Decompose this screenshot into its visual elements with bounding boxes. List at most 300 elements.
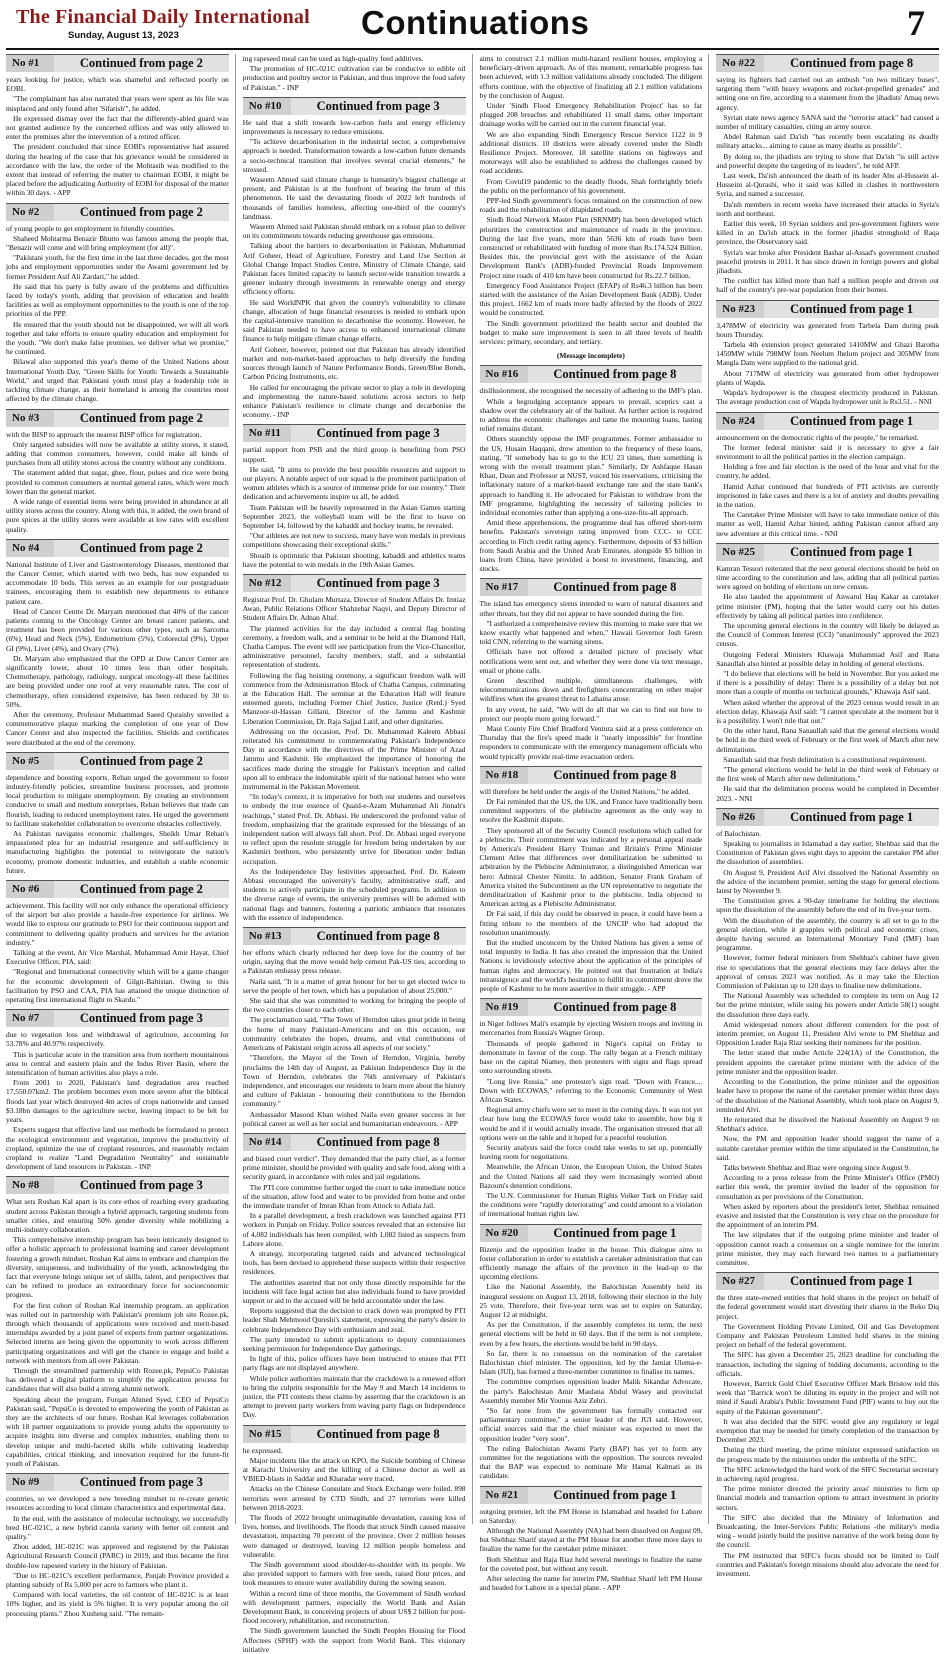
story-paragraph: "I do believe that elections will be held in November. But you asked me if there is a possibility of delay: There is a possibility of a delay but not more than a couple of months on technical grounds," Khawaja Asif said.: [716, 668, 939, 697]
story-paragraph: Shaheed Mohtarma Benazir Bhutto was famous among the people that, "Benazir will come and will bring employment (for all)".: [6, 233, 229, 253]
story-continuation-label: Continued from page 3: [316, 575, 440, 590]
story-paragraph: Addressing on the occasion, Prof. Dr. Muhammad Kaleem Abbasi reiterated his commitment to commemorating Pakistan's Independence Day in accordance with the directives of the Prime Minister of Azad Jammu and Kashmir. He emphasized the importance of honoring the sacrifices made during the struggle for Pakistan's inception and called upon all to embrace the indomitable spirit of the national heroes who were instrumental in the Pakistan Movement.: [242, 726, 466, 792]
column-4: [716, 54, 939, 1579]
story-paragraph: About 717MW of electricity was generated from other hydropower plants of Wapda.: [716, 368, 939, 387]
story-paragraph: Experts suggest that effective land use methods be formulated to protect the ecological environment and vegetation, improve the productivity of cropland, optimize the use of cropland resources, and reasonably reclaim cropland to realize "Land Degradation Neutrality" and sustainable development of land resources in Pakistan. - INP: [6, 1125, 229, 1172]
story-continuation-label: Continued from page 1: [790, 809, 914, 824]
story-paragraph: National Institute of Liver and Gastroenterology Diseases, mentioned that the Cancer Center, which started with two beds, has now expanded to accommodate 10 beds. This serves as an example for our postgraduate trainees, encouraging them to establish new departments to enhance patient care.: [6, 559, 229, 606]
story-paragraph: A wide range of essential items were being provided in abundance at all utility stores across the country. Along with this, it added, the own brand of pure spices at the utility stores were available at low rates with excellent quality.: [6, 496, 229, 534]
story-continuation-label: Continued from page 2: [79, 56, 203, 70]
story-paragraph: The committee comprises opposition leader Malik Sikandar Advocate, the party's Balochistan Amir Maulana Abdul Wasey and provincial Assembly member Mir Younus Aziz Zehri.: [479, 1377, 703, 1405]
story-header: [6, 1473, 229, 1491]
story-paragraph: The island has emergency sirens intended to warn of natural disasters and other threats, but they did not appear to have sounded during the fire.: [479, 599, 703, 618]
column-2: [242, 54, 473, 1654]
story: [480, 365, 703, 573]
story-paragraph: Outgoing Federal Ministers Khawaja Muhammad Asif and Rana Sanaullah also hinted at possible delay in holding of general elections.: [716, 649, 939, 668]
story: [243, 424, 466, 569]
story-paragraph: countries, so we developed a new breeding mindset to re-create genetic resources according to local climate characteristics and experimental data.: [6, 1494, 229, 1513]
story-header: [480, 1486, 703, 1504]
story-paragraph: This comprehensive internship program has been intricately designed to offer a holistic approach to professional learning and career development fostering a growth mindset. Roshan Kal aims to embrace and champion the diversity, uniqueness, and individuality of the youth, acknowledging the fact that everyone brings unique set of skills, talent, and perspectives that can be refined to produce an extraordinary force for socioeconomic progress.: [6, 1235, 229, 1300]
story-paragraph: "The general elections would be held in the third week of February or the first week of March after new delimitations.": [716, 765, 939, 784]
story-header: [480, 578, 703, 596]
story: [480, 351, 703, 360]
story-paragraph: The PM instructed that SIFC's focus should not be limited to Gulf countries and Pakistan's foreign missions should also advocate the need for investment.: [716, 1550, 939, 1579]
story-paragraph: He said that the delimitation process would be completed in December 2023. - NNI: [716, 784, 939, 803]
story: [6, 752, 229, 875]
story: [6, 539, 229, 747]
story-continuation-label: Continued from page 1: [790, 301, 914, 316]
story-number: No #27: [716, 1273, 764, 1290]
story-paragraph: outgoing premier, left the PM House in Islamabad and headed for Lahore on Saturday.: [479, 1506, 703, 1525]
story-paragraph: The U.N. Commissioner for Human Rights Volker Turk on Friday said the conditions were "rapidly deteriorating" and could amount to a violation of international human rights law.: [479, 1190, 703, 1219]
story-body: [716, 75, 939, 295]
story-paragraph: Syria's war broke after President Bashar al-Assad's government crushed peaceful protests in 2011. It has since drawn in foreign powers and global jihadists.: [716, 247, 939, 276]
story-paragraph: "The complainant has also narrated that years were spent as his file was misplaced and only found after 'Sifarish'", he added.: [6, 94, 229, 113]
story-body: [480, 1019, 703, 1218]
story-continuation-label: Continued from page 8: [316, 1134, 440, 1149]
story-body: [243, 445, 466, 569]
story-paragraph: He said WorldNPK that given the country's vulnerability to climate change, allocation of huge financial resources is needed to embark upon the capital-intensive transition to decarbonise the economy. However, he said Pakistan needed to have access to enhanced international climate finance to help mitigate climate change effects.: [242, 297, 466, 344]
story-header: [480, 1224, 703, 1242]
story-paragraph: The Sindh government prioritized the health sector and doubled the budget to make sure improvement is seen in all three levels of health services: primary, secondary, and tertiary.: [479, 318, 703, 347]
story-paragraph: Following the flag hoisting ceremony, a significant freedom walk will commence from the Administration Block of Chatha Campus, culminating at the Education Hall. The seminar at the Education Hall will feature esteemed guests, including Former Chief Justice, Justice (Retd.) Syed Manzoor-ul-Hassan Gillani, Director of the Jammu and Kashmir Liberation Commission, Dr. Raja Sajjad Latif, and other dignitaries.: [242, 670, 466, 726]
story-body: [6, 1494, 229, 1618]
story: [716, 54, 939, 295]
story-header: [6, 54, 229, 72]
story-number: No #8: [6, 1177, 54, 1194]
story-paragraph: disillusionment, she recognised the necessity of adhering to the IMF's plan.: [479, 386, 703, 396]
story-continuation-label: Continued from page 8: [553, 367, 677, 382]
story-number: No #26: [716, 809, 764, 826]
story-paragraph: Kamran Tessori reiterated that the next general elections should be held on time according to the constitution and law, adding that all political parties were agreed on holding of elections on new census.: [716, 563, 939, 592]
story: [716, 808, 939, 1267]
story-number: No #3: [6, 410, 54, 427]
story-header: [716, 300, 939, 318]
story-paragraph: He expressed dismay over the fact that the differently-abled guard was not granted audience by the concerned offices and was only allowed to enter the premises after the intervention of a retired officer.: [6, 113, 229, 142]
story-continuation-label: Continued from page 3: [316, 426, 440, 441]
story-paragraph: Bilawal also supported this year's theme of the United Nations about International Youth Day, "Green Skills for Youth: Towards a Sustainable World," and urged that Pakistani youth must play a leadership role in tackling climate change, as their homeland is among the countries most affected by the climate change.: [6, 357, 229, 404]
story: [6, 880, 229, 1004]
story-paragraph: The president concluded that since EOBI's representative had assured during the hearing of the case that his grievance would be considered in accordance with the law, the order of the Mohtasib was modified to the extent that instead of referring the matter to chairman EOBI, it might be placed before the adjudicating Authority of EOBI for disposal of the matter within 30 days. - APP: [6, 142, 229, 198]
story: [480, 54, 703, 346]
story: [480, 1486, 703, 1593]
story-header: [480, 365, 703, 383]
story-number: No #13: [243, 928, 291, 945]
story-paragraph: years looking for justice, which was shameful and reflected poorly on EOBI.: [6, 75, 229, 94]
story-paragraph: She said that she was committed to working for bringing the people of the two countries closer to each other.: [242, 996, 466, 1015]
story-continuation-label: Continued from page 2: [79, 753, 203, 768]
story-header: [243, 97, 466, 115]
story-body: [480, 1245, 703, 1481]
story-number: No #23: [716, 301, 764, 318]
story-paragraph: The Caretaker Prime Minister will have to take immediate notice of this matter as well, Hamid Azhar hinted, adding Pakistan cannot afford any new adventure at this critical time. - NNI: [716, 510, 939, 538]
story-header: [6, 1176, 229, 1194]
story-paragraph: When asked whether the approval of the 2023 census would result in an election delay, Khawaja Asif said: "I cannot speculate at the moment but it is a possibility. I won't rule that out.": [716, 697, 939, 725]
story-paragraph: The floods of 2022 brought unimaginable devastation, causing loss of lives, homes, and livelihoods. The floods that struck Sindh caused massive devastation, impacting 70 percent of the province. Over 2 million houses were damaged or destroyed, leaving 12 million people homeless and vulnerable.: [242, 1513, 466, 1559]
story-paragraph: When asked by reporters about the president's letter, Shehbaz remained evasive and insisted that the Constitution is very clear on the procedure for the appointment of an interim PM.: [716, 1201, 939, 1230]
story-paragraph: Ambassador Masood Khan wished Naila even greater success in her political career as well as her social and humanitarian endeavours. - APP: [242, 1109, 466, 1128]
story-paragraph: will therefore be held under the aegis of the United Nations," he added.: [479, 786, 691, 796]
story-number: No #11: [243, 425, 291, 442]
story-body: [480, 787, 703, 993]
story-header: [6, 539, 229, 557]
story-paragraph: Maui County Fire Chief Bradford Ventura said at a press conference on Thursday that the fire's speed made it "nearly impossible" for frontline responders to communicate with the emergency management officials who would typically provide real-time evacuation orders.: [479, 724, 703, 761]
story-paragraph: But the studied unconcern by the United Nations has given a sense of total impunity to India. It has also created the impression that the United Nations is invidiously selective about the application of the principles of human rights and democracy. He pointed out that frustration at India's intransigence and the world's hesitation to fulfill its commitment drove the people of Kashmir to be more assertive in their struggle. - APP: [479, 938, 703, 994]
story-continuation-label: Continued from page 2: [79, 204, 203, 219]
story-header: [716, 412, 939, 430]
story-continuation-label: Continued from page 3: [79, 1475, 203, 1490]
story-number: No #2: [6, 204, 54, 221]
story-paragraph: However, former federal ministers from Shehbaz's cabinet have given rise to speculations that the general elections may face delays after the approval of census 2023 was notified. As it may take the Election Commission of Pakistan up to 120 days to finalise new delimitations.: [716, 953, 939, 991]
story-paragraph: Holding a free and fair election is the need of the hour and vital for the country, he added.: [716, 462, 939, 481]
story-paragraph: aims to construct 2.1 million multi-hazard resilient houses, employing a beneficiary-driven approach. As of this moment, remarkable progress has been achieved, with 1.3 million validations already concluded. The diligent efforts continue, with the objective of finalizing all 2.1 million validations by the conclusion of August.: [479, 54, 703, 100]
story-paragraph: A strategy, incorporating targeted raids and advanced technological tools, has been devised to apprehend these suspects within their respective residences.: [242, 1248, 466, 1277]
story-number: No #18: [480, 767, 528, 784]
story: [6, 54, 229, 198]
story-paragraph: Waseem Ahmed said Pakistan should embark on a robust plan to deliver on its commitments towards reducing greenhouse gas emissions.: [242, 222, 466, 241]
story-paragraph: dependence and boosting exports. Rehan urged the government to foster industry-friendly policies, streamline business processes, and promote local production to mitigate unemployment. By creating an environment conducive to small and medium enterprises, Rehan believes that trade can flourish, leading to reduced unemployment rates. He urged the government to facilitate stakeholder collaboration to overcome obstacles collectively.: [6, 772, 229, 828]
story-paragraph: partial support from PSB and the third group is benefiting from PSO support.: [242, 445, 466, 464]
story-body: [716, 433, 939, 538]
story: [6, 409, 229, 534]
story-header: [243, 574, 466, 592]
story-note: (Message incomplete): [556, 351, 625, 361]
story: [6, 1473, 229, 1618]
story-paragraph: The letter stated that under Article 224(1A) of the Constitution, the president appoints the caretaker prime minister with the advice of the prime minister and the opposition leader.: [716, 1048, 939, 1076]
story-paragraph: The Constitution gives a 90-day timeframe for holding the elections upon the dissolution of the assembly before the end of its five-year term.: [716, 896, 939, 915]
story-paragraph: While a begrudging acceptance appears to prevail, sceptics cast a shadow over the celebratory air of the bailout. As further action is required to address the economic challenges and tame the mounting loans, lasting relief remains distant.: [479, 396, 703, 434]
page-number: 7: [907, 3, 925, 43]
story-paragraph: The planned activities for the day included a central flag hoisting ceremony, a freedom walk, and a seminar to be held at the Diamond Hall, Chatha Campus. The event will see participation from the Vice-Chancellor, administrative personnel, faculty members, staff, and a substantial representation of students.: [242, 623, 466, 670]
story: [480, 998, 703, 1218]
story-paragraph: After the ceremony, Professor Muhammad Saeed Quraishy unveiled a commemorative plaque marking the completion of one year of Dow Cancer Center and also inspected the facilities. Shields and certificates were distributed at the end of the ceremony.: [6, 709, 229, 747]
story-paragraph: So far, there is no consensus on the nomination of the caretaker Balochistan chief minister. The opposition, led by the Jamiat Ulema-e-Islam (JUI), has formed a three-member committee to finalise its names.: [479, 1348, 703, 1377]
story-paragraph: "So far none from the government has formally contacted our parliamentary committee," a senior leader of the JUI said. However, official sources said that the chief minister was expected to meet the opposition leader "very soon".: [479, 1406, 703, 1443]
story-header: [480, 766, 703, 784]
story-paragraph: Speaking to journalists in Islamabad a day earlier, Shehbaz said that the Constitution of Pakistan gives eight days to appoint the caretaker PM after the dissolution of assemblies.: [716, 839, 939, 867]
story-paragraph: Naila said, "It is a matter of great honour for her to get elected twice to serve the people of her town, which has a population of about 25,000.": [242, 976, 466, 995]
story-paragraph: Talking at the event, Air Vice Marshal, Muhammad Amir Hayat, Chief Executive Officer, PIA, said:: [6, 948, 229, 967]
story-paragraph: Green described multiple, simultaneous challenges, with telecommunications down and firefighters concentrating on other major wildfires when the greatest threat to Lahaina arose.: [479, 675, 703, 704]
story: [6, 1176, 229, 1468]
story-paragraph: Last week, Da'ish announced the death of its leader Abu al-Hussein al-Husseini al-Qurashi, who it said was killed in clashes in northwestern Syria, and named a successor.: [716, 171, 939, 199]
story-header: [716, 543, 939, 561]
story-paragraph: with the BISP to approach the nearest BISP office for registration.: [6, 429, 202, 439]
story-paragraph: As the Independence Day festivities approached, Prof. Dr. Kaleem Abbasi encouraged the university's faculty, administrative staff, and students to actively participate in the scheduled programs. In addition to the diverse range of events, the university premises will be adorned with national flags and banners, fostering a patriotic ambiance that resonates with the essence of independence.: [242, 866, 466, 922]
story-paragraph: The law stipulates that if the outgoing prime minister and leader of opposition cannot reach a consensus on a single nominee for the interim prime minister, they may each forward two names to a parliamentary committee.: [716, 1230, 939, 1267]
column-1: [6, 54, 236, 1618]
story-body: [6, 773, 229, 875]
story-header: [6, 409, 229, 427]
story-paragraph: They sponsored all of the Security Council resolutions which called for a plebiscite. Their commitment was indicated by a personal appeal made by America's President Harry Truman and Britain's Prime Minister Clement Atlee that differences over demilitarization be submitted to arbitration by the Plebiscite Administrator, a distinguished American war hero: Admiral Chester Nimitz. In addition, Senator Frank Graham of America visited the Subcontinent as the UN representative to negotiate the demilitarization of Kashmir prior to the plebiscite. India objected to American acting as a Plebiscite Administrator.: [479, 825, 703, 909]
story-continuation-label: Continued from page 3: [79, 1011, 203, 1026]
story-paragraph: He ensured that the youth should not be disappointed, we will all work together and take efforts to ensure quality education and employment for the youth. "We don't make false promises, we deliver what we promise," he continued.: [6, 319, 229, 357]
story-paragraph: Like the National Assembly, the Balochistan Assembly held its inaugural sessions on August 13, 2018, following their election in the July 25 vote. Therefore, their five-year term was set to expire on Saturday, August 12 at midnight.: [479, 1282, 703, 1319]
story-continuation-label: Continued from page 8: [553, 1000, 677, 1015]
story-paragraph: With the dissolution of the assembly, the country is all set to go to the general election, while it grapples with political and economic crises, despite having secured an International Monetary Fund (IMF) loan programme.: [716, 915, 939, 953]
story-paragraph: Registrar Prof. Dr. Ghulam Murtaza, Director of Student Affairs Dr. Imtiaz Awan, Public Relations Officer Shahzebar Naqvi, and Deputy Director of Student Affairs Dr. Adnan Altaf.: [242, 594, 466, 623]
story-number: No #17: [480, 579, 528, 596]
story-paragraph: Now, the PM and opposition leader should suggest the name of a suitable caretaker premier within the time stipulated in the Constitution, he said.: [716, 1134, 939, 1162]
story-paragraph: "To achieve decarbonisation in the industrial sector, a comprehensive approach is needed. Transformation towards a low-carbon future demands a socio-technical transition that involves several crucial elements," he stressed.: [242, 137, 466, 174]
story-paragraph: announcement on the democratic rights of the people," he remarked.: [716, 432, 919, 442]
story-body: [480, 54, 703, 346]
story-paragraph: Others staunchly oppose the IMF programmes. Former ambassador to the US, Husain Haqqani, drew attention to the frequency of these loans, stating, "If somebody has to go to the ICU 23 times, then something is wrong with the overall treatment plan." Similarly, Dr Ashfaque Hasan Khan, Dean and Professor at NUST, voiced his reservations, criticising the inflationary nature of a market-based exchange rate and the state bank's approach to handling it. He advocated for Pakistan to withdraw from the IMF programme, highlighting the necessity of tailoring policies to individual economies rather than applying a one-size-fits-all approach.: [479, 434, 703, 517]
story-number: No #4: [6, 540, 54, 557]
story-paragraph: Earlier this week, 10 Syrian soldiers and pro-government fighters were killed in an Da'ish attack in the former jihadist stronghold of Raqa province, the Observatory said.: [716, 219, 939, 247]
story-paragraph: From Covid19 pandemic to the deadly floods, Shah forthrightly briefs the public on the performance of his government.: [479, 176, 703, 195]
story-paragraph: In the end, with the assistance of molecular technology, we successfully bred HC-021C, a new hybrid canola variety with better oil content and quality.": [6, 1513, 229, 1542]
story-paragraph: He said that a shift towards low-carbon fuels and energy efficiency improvements is necessary to reduce emissions.: [242, 117, 466, 137]
story-paragraph: Reports suggested that the decision to crack down was prompted by PTI leader Shah Mehmood Qureshi's statement, expressing the party's desire to celebrate Independence Day with enthusiasm and zeal.: [242, 1306, 466, 1334]
story-paragraph: He said, "It aims to provide the best possible resources and support to our players. A notable aspect of our squad is the prominent participation of women athletes which is a source of immense pride for our country." Their dedication and achievements inspire us all, he added.: [242, 464, 466, 502]
story-paragraph: "Our athletes are not new to success, many have won medals in previous competitions showcasing their exceptional skills.": [242, 531, 466, 550]
story: [480, 578, 703, 760]
story-paragraph: "Therefore, the Mayor of the Town of Herndon, Virginia, hereby proclaims the 14th day of August, as Pakistan Independence Day in the Town of Herndon, celebrates the 76th anniversary of Pakistan's independence, and encourages our residents to learn more about the history and culture of Pakistan - honouring their contributions to the Herndon community.": [242, 1053, 466, 1109]
story-paragraph: ing rapeseed meal can be used as high-quality feed additives.: [242, 54, 424, 63]
story: [480, 766, 703, 993]
story-paragraph: Regional army chiefs were set to meet in the coming days. It was not yet clear how long the ECOWAS force would take to assemble, how big it would be and if it would actually invade. The organisation stressed that all options were on the table and it hoped for a peaceful resolution.: [479, 1105, 703, 1142]
story-paragraph: saying its fighters had carried out an ambush "on two military buses", targeting them "with heavy weapons and rocket-propelled grenades" and setting one on fire, according to a statement from the jihadists' Amaq news agency.: [716, 75, 939, 112]
story: [480, 1224, 703, 1481]
story-paragraph: He reiterated that he dissolved the National Assembly on August 9 on Shehbaz's advice.: [716, 1114, 939, 1134]
story: [243, 54, 466, 92]
story-paragraph: Head of Cancer Centre Dr. Maryam mentioned that 40% of the cancer patients coming to the Oncology Center are breast cancer patients, and treatment has been provided for various other types, such as Sarcoma (6%), Head and Neck (5%), Endometrium (5%), Colorectal (9%), Upper GI (9%), Liver (4%), and Ovary (7%).: [6, 606, 229, 653]
story-number: No #21: [480, 1487, 528, 1504]
story-number: No #6: [6, 881, 54, 898]
story-paragraph: achievement. This facility will not only enhance the operational efficiency of the airport but also provide a hassle-free experience for airlines. We would like to express our gratitude to PSO for their continuous support and commitment to delivering quality products and services for the aviation industry.": [6, 901, 229, 947]
story-body: [480, 386, 703, 573]
story-paragraph: The proclamation said, "The Town of Herndon takes great pride in being the home of many Pakistani-Americans and on this occasion, our community celebrates the hopes, dreams, and vital contributions of Americans of Pakistani origin across all aspects of our society.": [242, 1015, 466, 1053]
story-header: [6, 203, 229, 221]
story-paragraph: During the third meeting, the prime minister expressed satisfaction on the progress made by the ministries under the umbrella of the SIFC.: [716, 1445, 939, 1464]
story-paragraph: The Sindh government stood shoulder-to-shoulder with its people. We also provided support to farmers with free seeds, raised flour prices, and took measures to ensure water availability during the sowing season.: [242, 1560, 466, 1588]
story-body: [480, 1507, 703, 1593]
story-paragraph: the three state-owned entities that hold shares in the project on behalf of the federal government would start divesting their shares in the Reko Diq project.: [716, 1293, 939, 1321]
story-continuation-label: Continued from page 8: [553, 767, 677, 782]
story-paragraph: Waseem Ahmed said climate change is humanity's biggest challenge at present, and Pakistan is at the forefront of bearing the brunt of this phenomenon. He said the devastating floods of 2022 left hundreds of thousands of families homeless, affecting one-third of the country's landmass.: [242, 175, 466, 221]
story-paragraph: It was also decided that the SIFC would give any regulatory or legal exemption that may be needed for timely completion of the transaction by December 2023.: [716, 1416, 939, 1445]
story-paragraph: By doing so, the jihadists are trying to show that Da'ish "is still active and powerful despite the targeting of its leaders", he told AFP.: [716, 151, 939, 170]
paper-name: The Financial Daily International: [16, 6, 310, 28]
story-paragraph: Major incidents like the attack on KPO, the Suicide bombing of Chinese at Karachi University and the killing of a Chinese doctor as well as VBIED-blasts in Saddar and Kharadar were traced.: [242, 1455, 466, 1484]
story-paragraph: Talking about the barriers to decarbonisation in Pakistan, Muhammad Arif Goheer, Head of Agriculture, Forestry and Land Use Section at Global Change Impact Studies Centre, Ministry of Climate Change, said Pakistan faces limited capacity to launch sector-wide transition towards a greener industry through investments in renewable energy and energy efficiency efforts.: [242, 241, 466, 297]
story-continuation-label: Continued from page 1: [553, 1487, 677, 1502]
story-paragraph: Arif Goheer, however, pointed out that Pakistan has already identified market and non-market-based approaches to help diversify the funding sources through launch of Nature Performance Bonds, Green/Blue Bonds, Carbon Pricing Instruments, etc.: [242, 344, 466, 382]
story-paragraph: The Sindh government launched the Sindh Peoples Housing for Flood Affectees (SPHF) with the support from World Bank. This visionary initiative: [242, 1626, 466, 1654]
story-paragraph: In a parallel development, a fresh crackdown was launched against PTI workers in Punjab on Friday. Police sources revealed that an extensive list of 4,082 individuals has been compiled, with 1,082 listed as suspects from Lahore alone.: [242, 1211, 466, 1248]
story: [6, 1009, 229, 1171]
story-paragraph: Dr Fai said, if this day could be observed in peace, it could have been a fitting tribute to the members of the UNCIP who had adopted the resolution unanimously.: [479, 909, 703, 937]
story-paragraph: Security analysts said the force could take weeks to set up, potentially leaving room for negotiations.: [479, 1142, 703, 1162]
story-paragraph: The Government Holding Private Limited, Oil and Gas Development Company and Pakistan Petroleum Limited hold shares in the mining project on behalf of the federal government.: [716, 1321, 939, 1350]
story-body: [243, 948, 466, 1128]
story-number: No #19: [480, 999, 528, 1016]
story-continuation-label: Continued from page 3: [316, 98, 440, 113]
story-body: [243, 1154, 466, 1420]
story-paragraph: The former federal minister said it is necessary to give a fair environment to all the political parties in the election campaign.: [716, 442, 939, 461]
story-paragraph: Under 'Sindh Flood Emergency Rehabilitation Project' has so far plugged 208 breaches and rehabilitated 11 small dams, other important drainage works will be carried out in the current financial year.: [479, 101, 703, 129]
story-paragraph: Attacks on the Chinese Consulate and Stock Exchange were foiled. 898 terrorists were arrested by CTD Sindh, and 27 terrorists were killed between 2018-2023.: [242, 1484, 466, 1512]
story-body: [480, 599, 703, 760]
story-paragraph: Zhou added, HC-021C was approved and registered by the Pakistan Agricultural Research Council (PARC) in 2019, and thus became the first double-low rapeseed variety in the history of Pakistan.: [6, 1542, 229, 1570]
story-paragraph: On August 9, President Arif Alvi dissolved the National Assembly on the advice of the incumbent premier, setting the stage for general elections latest by November 9.: [716, 867, 939, 896]
story-paragraph: "In today's context, it is imperative for both our students and ourselves to embody the true essence of Quaid-e-Azam Muhammad Ali Jinnah's teachings," stated Prof. Dr. Abbasi. He underscored the profound value of freedom, emphasizing that the gratitude expressed for the blessings of an independent nation will always fall short. Prof. Dr. Abbasi urged everyone to reflect upon the resolute struggle for freedom being undertaken by our Kashmiri brethren, who persistently strive for liberation under Indian occupation.: [242, 792, 466, 866]
story-paragraph: Talks between Shehbaz and Riaz were ongoing since August 9.: [723, 1162, 910, 1172]
story-paragraph: Team Pakistan will be heavily represented in the Asian Games starting September 2023, the volleyball team will be the first to leave on September 14, followed by the kabaddi and hockey teams, he revealed.: [242, 502, 466, 530]
story-paragraph: Thousands of people gathered in Niger's capital on Friday to demonstrate in favour of the coup. The rally began at a French military base on the capital Niamey, then protesters with signs and flags spread onto surrounding streets.: [479, 1038, 703, 1076]
story-header: [6, 880, 229, 898]
masthead-left: [16, 6, 310, 41]
story-header: [243, 1425, 466, 1443]
story-continuation-label: Continued from page 2: [79, 540, 203, 555]
story-paragraph: Within a record time of three months, the Government of Sindh worked with development partners, especially the World Bank and Asian Development Bank, in conceiving projects of about US$ 2 billion for post-flood recovery, rehabilitation, and reconstruction.: [242, 1588, 466, 1626]
section-title: Continuations: [361, 4, 590, 41]
story-paragraph: PPP-led Sindh government's focus remained on the construction of new roads and the rehabilitation of dilapidated roads.: [479, 196, 703, 215]
story-number: No #9: [6, 1474, 54, 1491]
story-body: [716, 1293, 939, 1578]
story-paragraph: "Due to HC-021C's excellent performance, Punjab Province provided a planting subsidy of Rs 5,000 per acre to farmers who plant it.: [6, 1570, 229, 1590]
story-paragraph: of Balochistan.: [716, 828, 761, 838]
story-paragraph: We are also expanding Sindh Emergency Rescue Service 1122 in 9 additional districts. 10 districts were already covered under the Sindh Resilience Project. Moreover, 18 satellite stations on highways and motorways will also be established to address the challenges caused by road accidents.: [479, 129, 703, 176]
story: [716, 412, 939, 538]
story-paragraph: and biased court verdict". They demanded that the party chief, as a former prime minister, should be provided with quality and safe food, along with a security guard, in accordance with rules and jail regulations.: [242, 1153, 466, 1182]
story: [716, 1272, 939, 1578]
story-body: [6, 1197, 229, 1468]
story-number: No #10: [243, 98, 291, 115]
story-paragraph: The SIFC has given a December 25, 2023 deadline for concluding the transaction, including the signing of bidding documents, according to the officials.: [716, 1350, 939, 1378]
story-paragraph: The promotion of HC-021C cultivation can be conducive to edible oil production and poultry sector in Pakistan, and thus improve the food safety of Pakistan." - INP: [242, 64, 466, 92]
story: [716, 300, 939, 407]
story-paragraph: "Pakistani youth, for the first time in the last three decades, got the most jobs and employment opportunities under the Awami government led by former President Asif Ali Zardari," he added.: [6, 253, 229, 281]
story-header: [6, 752, 229, 770]
story-body: [6, 901, 229, 1004]
story-body: [716, 564, 939, 803]
story-paragraph: of young people to get employment in friendly countries.: [6, 223, 175, 233]
story-number: No #12: [243, 575, 291, 592]
story-paragraph: The SIFC acknowledged the hard work of the SIFC Secretariat secretary in achieving rapid progress.: [716, 1464, 939, 1484]
story-body: [243, 1446, 466, 1654]
story-paragraph: 3,478MW of electricity was generated from Tarbela Dam during peak hours Thursday.: [716, 320, 939, 339]
story-number: No #15: [243, 1426, 291, 1443]
story-body: [6, 1030, 229, 1171]
story-continuation-label: Continued from page 1: [790, 1274, 914, 1289]
story-continuation-label: Continued from page 1: [790, 544, 914, 559]
story-continuation-label: Continued from page 8: [316, 929, 440, 944]
story: [243, 574, 466, 922]
story-paragraph: As Pakistan navigates economic challenges, Sheikh Umar Rehan's impassioned plea for an industrial resurgence and self-sufficiency in manufacturing highlights the potential to reinvigorate the nation's economy, promote domestic industries, and establish a stable economic future.: [6, 829, 229, 875]
story-number: No #5: [6, 753, 54, 770]
story-body: [243, 54, 466, 92]
story-header: [716, 54, 939, 72]
columns-container: [6, 50, 939, 1654]
story-header: [480, 998, 703, 1016]
story-paragraph: The ruling Balochistan Awami Party (BAP) has yet to form any committee for the negotiations with the opposition. The sources revealed that the BAP was expected to nominate Mir Hamal Kalmati as its candidate.: [479, 1443, 703, 1481]
story-header: [6, 1009, 229, 1027]
story-paragraph: However, Barrick Gold Chief Executive Officer Mark Bristow told this week that "Barrick won't be diluting its equity in the project and will not mind if Saudi Arabia's Public Investment Fund (PIF) wants to buy out the equity of the Pakistan government".: [716, 1378, 939, 1416]
story-paragraph: Dr. Maryam also emphasized that the OPD at Dow Cancer Center are significantly lower, about 10 times less than other hospitals. Chemotherapy, pathology, radiology, surgical oncology-all these facilities are being provided under one roof at very reasonable rates. The cost of chemotherapy, often considered expensive, has been reduced by 30 to 50%.: [6, 653, 229, 709]
story-continuation-label: Continued from page 2: [79, 882, 203, 897]
story-continuation-label: Continued from page 2: [79, 410, 203, 425]
story-number: No #25: [716, 544, 764, 561]
story-paragraph: He also lauded the appointment of Anwarul Haq Kakar as caretaker prime minister (PM), hoping that the latter would carry out his duties effectively by taking all political parties into confidence.: [716, 592, 939, 620]
story-body: [716, 321, 939, 407]
story-paragraph: Amid widespread rumors about different contenders for the post of interim premier, on August 11, President Alvi wrote to PM Shehbaz and Opposition Leader Raja Riaz seeking their nominees for the position.: [716, 1019, 939, 1048]
story-number: No #22: [716, 55, 764, 72]
story-paragraph: What sets Roshan Kal apart is its core ethos of reaching every graduating student across Pakistan through a hybrid approach, targeting students from smaller cities, and ensuring 50% gender diversity while mobilizing a multi-industry collaboration.: [6, 1197, 229, 1234]
story-paragraph: For the first cohort of Roshan Kal internship program, an application was rolled out in partnership with Pakistan's premium job site Rozee.pk, through which thousands of applications were received and merit-based internships awarded by a joint panel of experts from partner organizations. Selected interns are being given the opportunity to work across different participating organizations and will get the chance to engage and build a network with mentors from all over Pakistan.: [6, 1300, 229, 1365]
story-paragraph: "Regional and International connectivity which will be a game changer for the economic development of Gilgit-Baltistan. Owing to this facilitation by PSO and CAA, PIA has attained the unique distinction of operating first international flight to Skardu.": [6, 967, 229, 1005]
story-body: [243, 118, 466, 420]
story-paragraph: The prime minister directed the priority areas' ministries to firm up financial models and transaction options to attract investment in priority sectors.: [716, 1484, 939, 1512]
story: [243, 927, 466, 1128]
story-paragraph: Sindh Road Network Master Plan (SRNMP) has been developed which prioritizes the construction and maintenance of roads in the province. During the last five years, more than 5636 km of roads have been constructed or rehabilitated with funding of more than Rs.174.524 Billion. Besides this, the provincial govt with the assistance of the Asian Development Bank's (ADB)-funded Provincial Roads Improvement Project nine roads of 410 km have been constructed for Rs.22.7 billion.: [479, 215, 703, 280]
story-paragraph: Although the National Assembly (NA) had been dissolved on August 09, but Shehbaz Sharif stayed at the PM House for another three more days to finalize the name for the caretaker prime minister.: [479, 1526, 703, 1554]
story-paragraph: in Niger follows Mali's example by ejecting Western troops and inviting in mercenaries from Russia's Wagner Group.: [479, 1019, 703, 1038]
story-paragraph: The upcoming general elections in the country will likely be delayed as the Council of Common Interest (CCI) "unanimously" approved the 2023 census.: [716, 620, 939, 649]
story: [716, 543, 939, 803]
story-paragraph: Officials have not offered a detailed picture of precisely what notifications were sent out, and whether they were done via text message, email or phone calls.: [479, 647, 703, 675]
story-paragraph: The authorities asserted that not only those directly responsible for the incidents will face legal action but also individuals found to have provided support or aid to the accused will be held accountable under the law.: [242, 1277, 466, 1305]
story-paragraph: The party intended to submit applications to deputy commissioners seeking permission for Independence Day gatherings.: [242, 1334, 466, 1353]
story-paragraph: Bizenjo and the opposition leader in the house. This dialogue aims to foster collaboration in order to establish a caretaker administration that can efficiently manage the affairs of the province in the lead-up to the upcoming elections.: [479, 1244, 703, 1282]
story-continuation-label: Continued from page 3: [79, 1178, 203, 1193]
story-paragraph: Both Shehbaz and Raja Riaz held several meetings to finalize the name for the coveted post, but without any result.: [479, 1554, 703, 1573]
story-body: [716, 829, 939, 1267]
story-body: [243, 595, 466, 922]
story-paragraph: The statement added that sugar, ghee, flour, pulses and rice were being provided to common consumers at normal general rates, which were much lower than the general market.: [6, 468, 229, 496]
story-paragraph: Speaking about the program, Furqan Ahmed Syed, CEO of PepsiCo Pakistan said, "PepsiCo is devoted to empowering the youth of Pakistan as they are the architects of our future. Roshan Kal leverages collaboration with 18 partner organizations to provide young adults the opportunity to acquire insights into diverse and complex industries, enabling them to develop unique and multi-faceted skills while cultivating leadership capabilities, critical thinking, and innovation required for the future-fit youth of Pakistan.: [6, 1394, 229, 1468]
story-paragraph: The National Assembly was scheduled to complete its term on Aug 12 but the prime minister, while using his powers under Article 58(1) sought the dissolution three days early.: [716, 991, 939, 1019]
story-paragraph: Hamid Azhar continued that hundreds of PTI activists are currently imprisoned in fake cases and there is a lot of anxiety and doubts prevailing in the nation.: [716, 481, 939, 509]
story-paragraph: Dr Fai reminded that the US, the UK, and France have traditionally been committed supporters of the plebiscite agreement as the only way to resolve the Kashmir dispute.: [479, 797, 703, 825]
story-paragraph: As per the Constitution, if the assembly completes its term, the next general elections will be held in 60 days. But if the term is not complete, even by a few hours, the elections would be held in 90 days.: [479, 1320, 703, 1348]
story: [243, 1425, 466, 1654]
story-paragraph: Only targeted subsidies will now be available at utility stores, it stated, adding that common consumers, however, could make all kinds of purchases from all utility stores across the country without any conditions.: [6, 439, 229, 468]
story-paragraph: Sanaullah said that fresh delimitation is a constitutional requirement.: [723, 754, 927, 764]
story-number: No #14: [243, 1134, 291, 1151]
story: [243, 1133, 466, 1420]
story-continuation-label: Continued from page 1: [553, 1225, 677, 1240]
story-paragraph: The conflict has killed more than half a million people and driven out half of the country's pre-war population from their homes.: [716, 276, 939, 295]
story-number: No #1: [6, 55, 54, 72]
story-paragraph: While police authorities maintain that the crackdown is a renewed effort to bring the culprits responsible for the May 9 and March 14 incidents to justice, the PTI contests these claims by asserting that the crackdown is an attempt to prevent party workers from waving party flags on Independence Day.: [242, 1373, 466, 1420]
masthead: [6, 0, 939, 50]
story-paragraph: Da'ish members in recent weeks have increased their attacks in Syria's north and northeast.: [716, 199, 939, 218]
story-paragraph: This is particular acute in the transition area from northern mountainous area to central and eastern plain and the Indus River Basin, where the intensification of human activities also plays a role.: [6, 1049, 229, 1078]
story-paragraph: After selecting the name for interim PM, Shehbaz Sharif left PM House and headed for Lahore in a special plane. - APP: [479, 1574, 703, 1593]
story-body: [6, 430, 229, 534]
story-paragraph: The PTI core committee further urged the court to take immediate notice of the situation, allow food and water to be provided from home and order the immediate transfer of Imran Khan from Attock to Adiala Jail.: [242, 1182, 466, 1210]
story-paragraph: he expressed.: [242, 1445, 283, 1455]
story: [243, 97, 466, 420]
issue-date: Sunday, August 13, 2023: [68, 30, 179, 41]
story-paragraph: He called for encouraging the private sector to play a role in developing and implementing the nature-based solutions across sectors to help enhance Pakistan's resilience to climate change and decarbonise the economy. - INP: [242, 382, 466, 420]
story-paragraph: In any event, he said, "We will do all that we can to find out how to protect our people more going forward.": [479, 704, 703, 723]
story-number: No #24: [716, 413, 764, 430]
story-header: [716, 1272, 939, 1290]
story-number: No #16: [480, 366, 528, 383]
story-header: [716, 808, 939, 826]
story-number: No #20: [480, 1225, 528, 1242]
story-paragraph: In light of this, police officers have been instructed to ensure that PTI party flags are not displayed anywhere.: [242, 1354, 466, 1373]
story-body: [6, 75, 229, 198]
story-paragraph: Emergency Food Assistance Project (EFAP) of Rs46.3 billion has been started with the assistance of the Asian Development Bank (ADB). Under this project, 1662 km of roads more badly affected by the floods of 2022 would be constructed.: [479, 280, 703, 318]
story-number: No #7: [6, 1010, 54, 1027]
story-header: [243, 424, 466, 442]
story-paragraph: Wapda's hydropower is the cheapest electricity produced in Pakistan. The average production cost of Wapda hydropower unit is Rs3.51. - NNI: [716, 388, 939, 407]
story-paragraph: According to a press release from the Prime Minister's Office (PMO) earlier this week, the premier invited the leader of the opposition for consultation as per provisions of the Constitution.: [716, 1173, 939, 1201]
